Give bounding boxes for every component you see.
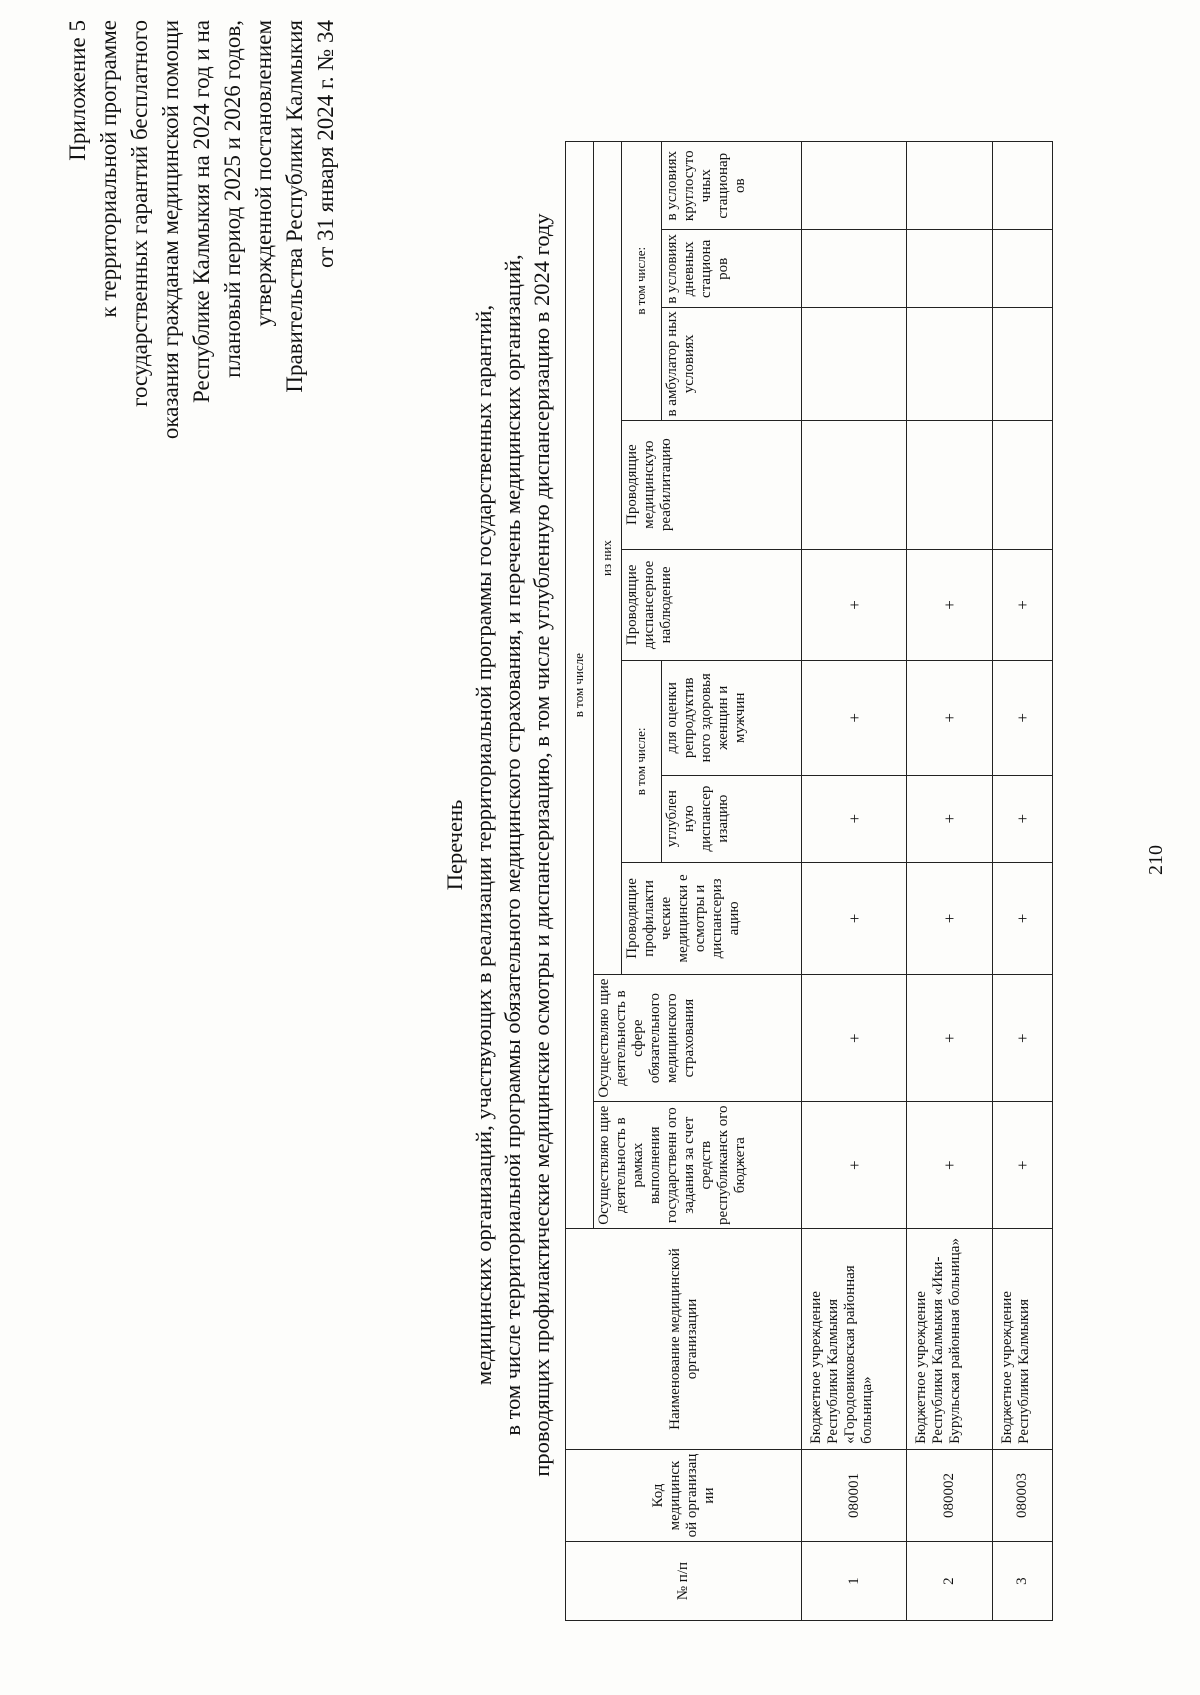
header-name: Наименование медицинской организации bbox=[566, 1229, 802, 1450]
appendix-line: Приложение 5 bbox=[65, 20, 90, 161]
table-row bbox=[802, 142, 907, 1621]
cell-rehab bbox=[907, 420, 993, 549]
cell-amb bbox=[907, 308, 993, 420]
appendix-line: плановый период 2025 и 2026 годов, bbox=[220, 20, 245, 378]
appendix-line: государственных гарантий бесплатного bbox=[127, 20, 152, 407]
cell-day bbox=[993, 230, 1053, 308]
title-line: в том числе территориальной программы обязательного медицинского страхования, и перечень медицинских организаций, bbox=[500, 254, 525, 1436]
appendix-line: утвержденной постановлением bbox=[251, 20, 276, 327]
table-row bbox=[907, 142, 993, 1621]
cell-round bbox=[802, 142, 907, 230]
cell-oms: + bbox=[907, 975, 993, 1102]
title-line: проводящих профилактические медицинские осмотры и диспансеризацию, в том числе углубленную диспансеризацию в 2024 году bbox=[529, 213, 554, 1477]
cell-amb bbox=[993, 308, 1053, 420]
cell-rehab bbox=[802, 420, 907, 549]
cell-day bbox=[802, 230, 907, 308]
appendix-line: Республике Калмыкия на 2024 год и на bbox=[189, 20, 214, 403]
cell-name: Бюджетное учреждение Республики Калмыкия «Ики-Бурульская районная больница» bbox=[907, 1229, 993, 1450]
cell-budget: + bbox=[993, 1102, 1053, 1229]
header-code: Код медицинск ой организац ии bbox=[566, 1449, 802, 1541]
cell-oms: + bbox=[993, 975, 1053, 1102]
cell-budget: + bbox=[907, 1102, 993, 1229]
header-amb: в амбулатор ных условиях bbox=[662, 308, 802, 420]
page-number: 210 bbox=[1145, 845, 1167, 875]
cell-repro: + bbox=[802, 661, 907, 775]
header-budget: Осуществляю щие деятельность в рамках выполнения государственн ого задания за счет средств республиканск ого бюджета bbox=[594, 1102, 802, 1229]
cell-disp: + bbox=[802, 549, 907, 660]
document-title bbox=[440, 105, 556, 1585]
header-v-tom-chisle: в том числе bbox=[566, 142, 594, 1229]
cell-repro: + bbox=[993, 661, 1053, 775]
header-rehab: Проводящие медицинскую реабилитацию bbox=[622, 420, 802, 549]
title-heading: Перечень bbox=[442, 799, 467, 891]
header-num: № п/п bbox=[566, 1542, 802, 1621]
header-disp: Проводящие диспансерное наблюдение bbox=[622, 549, 802, 660]
header-prof: Проводящие профилакти ческие медицински е осмотры и диспансериз ацию bbox=[622, 862, 802, 974]
organizations-table bbox=[565, 141, 1053, 1621]
cell-amb bbox=[802, 308, 907, 420]
cell-disp: + bbox=[993, 549, 1053, 660]
cell-disp: + bbox=[907, 549, 993, 660]
cell-num: 2 bbox=[907, 1542, 993, 1621]
header-round: в условиях круглосуто чных стационар ов bbox=[662, 142, 802, 230]
cell-name: Бюджетное учреждение Республики Калмыкия bbox=[993, 1229, 1053, 1450]
appendix-line: Правительства Республики Калмыкия bbox=[282, 20, 307, 393]
cell-round bbox=[993, 142, 1053, 230]
cell-code: 080002 bbox=[907, 1449, 993, 1541]
appendix-line: оказания гражданам медицинской помощи bbox=[158, 20, 183, 440]
cell-prof: + bbox=[907, 862, 993, 974]
cell-code: 080001 bbox=[802, 1449, 907, 1541]
cell-code: 080003 bbox=[993, 1449, 1053, 1541]
cell-budget: + bbox=[802, 1102, 907, 1229]
cell-rehab bbox=[993, 420, 1053, 549]
header-deep: углублен ную диспансер изацию bbox=[662, 775, 802, 862]
cell-deep: + bbox=[907, 775, 993, 862]
cell-num: 3 bbox=[993, 1542, 1053, 1621]
cell-day bbox=[907, 230, 993, 308]
appendix-line: к территориальной программе bbox=[96, 20, 121, 318]
cell-round bbox=[907, 142, 993, 230]
header-v-tom-chisle-1: в том числе: bbox=[622, 661, 662, 863]
cell-repro: + bbox=[907, 661, 993, 775]
appendix-line: от 31 января 2024 г. № 34 bbox=[313, 20, 338, 269]
title-line: медицинских организаций, участвующих в реализации территориальной программы государственных гарантий, bbox=[471, 304, 496, 1386]
cell-name: Бюджетное учреждение Республики Калмыкия «Городовиковская районная больница» bbox=[802, 1229, 907, 1450]
header-v-tom-chisle-2: в том числе: bbox=[622, 142, 662, 421]
cell-prof: + bbox=[993, 862, 1053, 974]
appendix-block bbox=[62, 20, 341, 565]
header-oms: Осуществляю щие деятельность в сфере обязательного медицинского страхования bbox=[594, 975, 802, 1102]
table-row bbox=[993, 142, 1053, 1621]
header-repro: для оценки репродуктив ного здоровья женщин и мужчин bbox=[662, 661, 802, 775]
cell-num: 1 bbox=[802, 1542, 907, 1621]
cell-deep: + bbox=[993, 775, 1053, 862]
cell-deep: + bbox=[802, 775, 907, 862]
cell-prof: + bbox=[802, 862, 907, 974]
header-day: в условиях дневных стациона ров bbox=[662, 230, 802, 308]
cell-oms: + bbox=[802, 975, 907, 1102]
header-iz-nih: из них bbox=[594, 142, 622, 975]
